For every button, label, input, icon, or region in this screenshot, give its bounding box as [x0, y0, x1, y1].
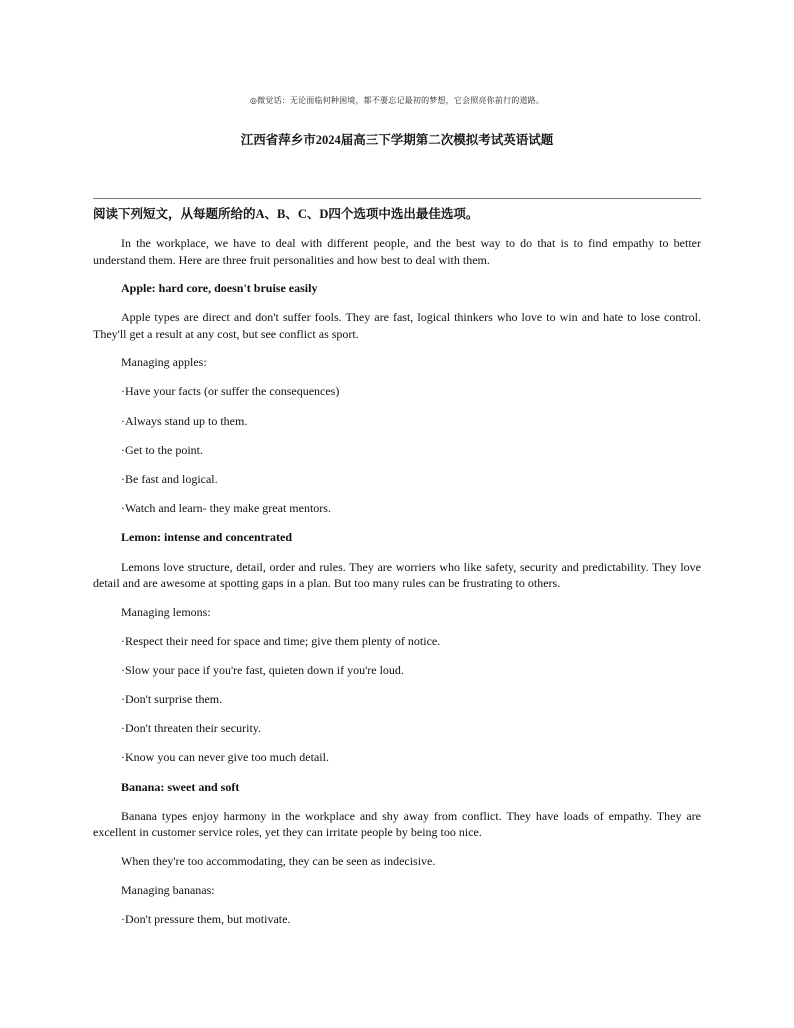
lemon-managing-label: Managing lemons: — [121, 604, 211, 619]
apple-tip: ·Have your facts (or suffer the consequences) — [121, 384, 340, 399]
section-instruction: 阅读下列短文，从每题所给的A、B、C、D四个选项中选出最佳选项。 — [93, 207, 479, 221]
lemon-description: Lemons love structure, detail, order and rules. They are worriers who like safety, security and predictability. They love detail and are awesome at spotting gaps in a plan. But too many rules can be frustrating to others. — [93, 559, 701, 590]
passage-intro: In the workplace, we have to deal with different people, and the best way to do that is to find empathy to better understand them. Here are three fruit personalities and how best to deal with them. — [93, 236, 701, 267]
apple-heading: Apple: hard core, doesn't bruise easily — [121, 281, 318, 295]
lemon-tip: ·Don't surprise them. — [121, 692, 223, 707]
banana-note: When they're too accommodating, they can be seen as indecisive. — [121, 853, 436, 868]
banana-tip: ·Don't pressure them, but motivate. — [121, 912, 291, 927]
lemon-tip: ·Know you can never give too much detail. — [121, 750, 329, 765]
banana-description: Banana types enjoy harmony in the workplace and shy away from conflict. They have loads of empathy. They are excellent in customer service roles, yet they can irritate people by being too nice. — [93, 808, 701, 840]
page-title: 江西省萍乡市2024届高三下学期第二次模拟考试英语试题 — [240, 133, 554, 147]
header-motto: ◎微觉话：无论面临何种困境，都不要忘记最初的梦想，它会照亮你前行的道路。 — [249, 96, 545, 105]
section-divider — [93, 198, 701, 199]
apple-tip: ·Be fast and logical. — [121, 471, 218, 486]
banana-managing-label: Managing bananas: — [121, 883, 215, 897]
apple-tip: ·Watch and learn- they make great mentors. — [121, 501, 331, 516]
reading-passage — [93, 235, 701, 940]
lemon-tip: ·Slow your pace if you're fast, quieten down if you're loud. — [121, 662, 404, 677]
lemon-heading: Lemon: intense and concentrated — [121, 530, 292, 545]
apple-description: Apple types are direct and don't suffer fools. They are fast, logical thinkers who love to win and hate to lose control. They'll get a result at any cost, but see conflict as sport. — [93, 310, 701, 341]
lemon-tip: ·Don't threaten their security. — [121, 721, 261, 736]
apple-tip: ·Always stand up to them. — [121, 413, 248, 428]
lemon-tip: ·Respect their need for space and time; give them plenty of notice. — [121, 633, 441, 648]
apple-managing-label: Managing apples: — [121, 355, 207, 370]
banana-heading: Banana: sweet and soft — [121, 779, 240, 794]
apple-tip: ·Get to the point. — [121, 442, 203, 457]
